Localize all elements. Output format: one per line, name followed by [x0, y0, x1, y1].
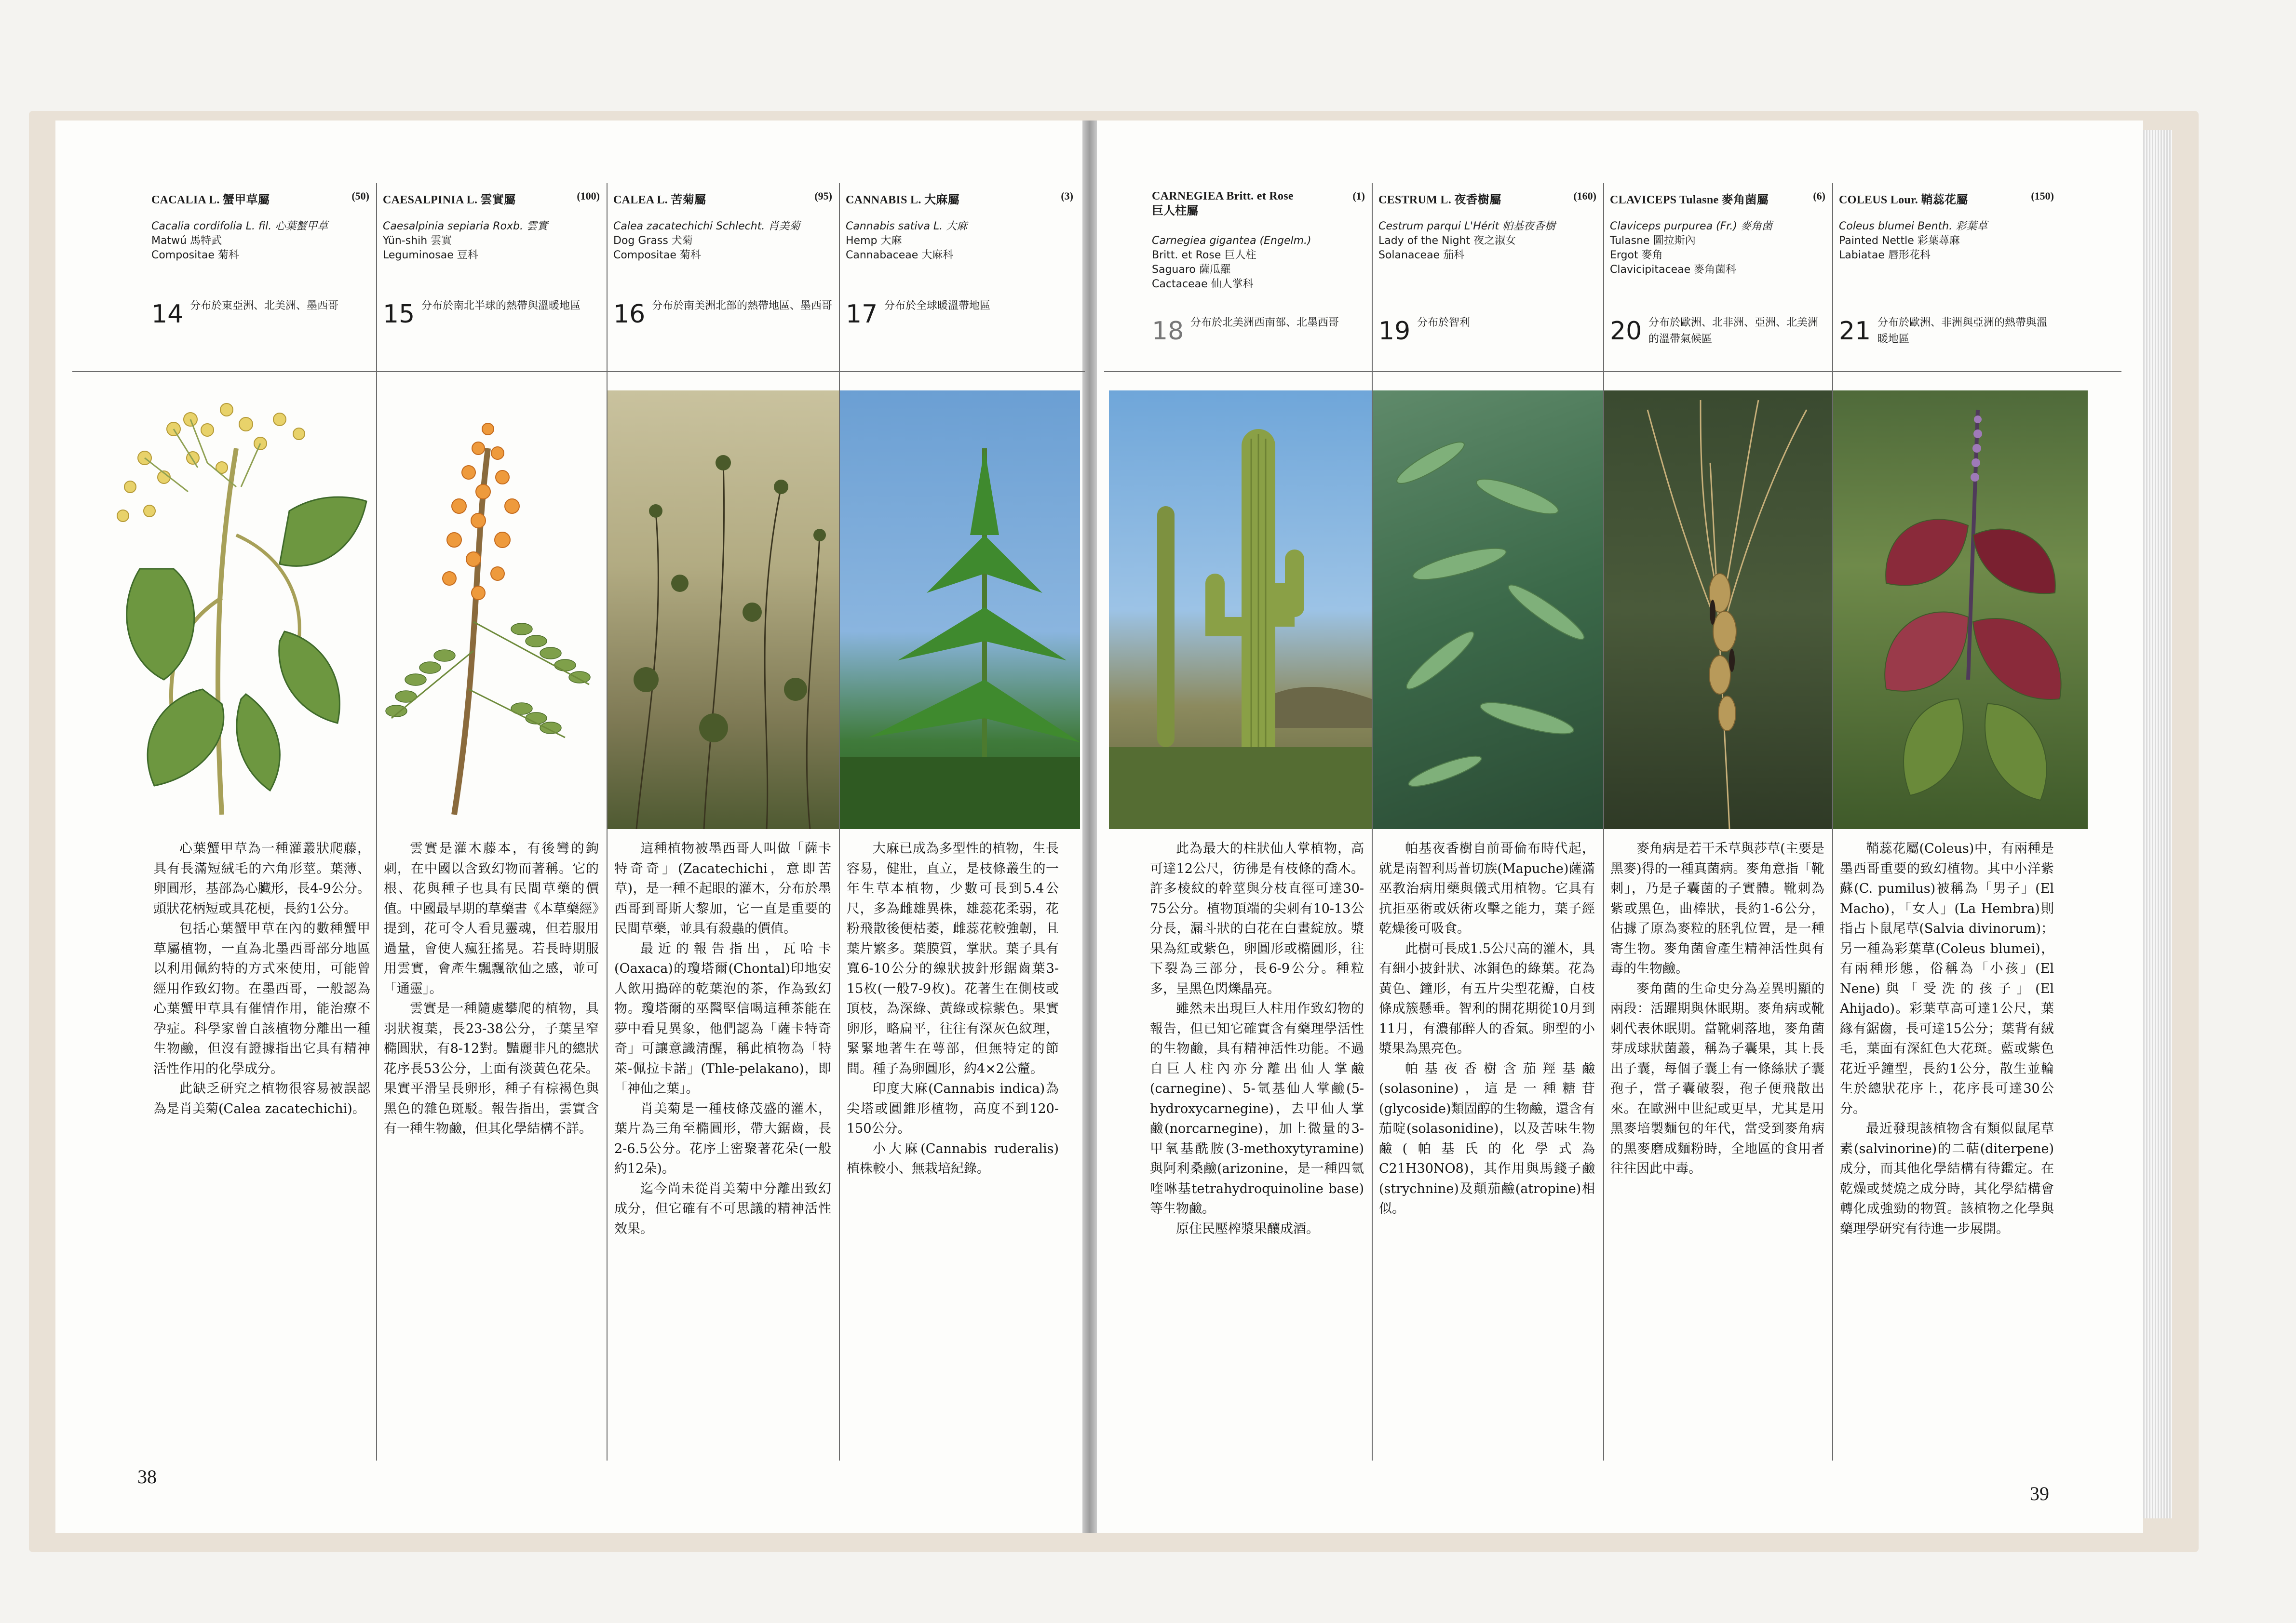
species-count: (6): [1813, 190, 1825, 202]
genus-title: CLAVICEPS Tulasne 麥角菌屬: [1610, 194, 1769, 206]
body-text-coleus: 鞘蕊花屬(Coleus)中，有兩種是墨西哥重要的致幻植物。其中小洋紫蘇(C. pumilus)被稱為「男子」(El Macho)，「女人」(La Hembra)則指占卜鼠尾草(Salvia divinorum)；另一種為彩葉草(Coleus blumei)，有兩種形態，俗稱為「小孩」(El Nene)與「受洗的孩子」(El Ahijado)。彩葉草高可達1公尺，葉緣有鋸齒，長可達15公分；葉背有絨毛，葉面有深紅色大花斑。藍或紫色花近乎鐘型，長約1公分，散生並輪生於總狀花序上，花序長可達30公分。 最近發現該植物含有類似鼠尾草素(salvinorine)的二萜(diterpene)成分，而其他化學結構有待鑑定。在乾燥或焚燒之成分時，其化學結構會轉化成強勁的物質。該植物之化學與藥理學研究有待進一步展開。: [1840, 841, 2054, 1236]
body-text-cannabis: 大麻已成為多型性的植物，生長容易，健壯，直立，是枝條叢生的一年生草本植物，少數可長到5.4公尺，多為雌雄異株，雄蕊花柔弱，花粉飛散後便枯萎，雌蕊花較強韌，且葉片繁多。葉膜質，掌狀。葉子具有寬6-10公分的線狀披針形鋸齒葉3-15枚(一般7-9枚)。花著生在側枝或頂枝，為深綠、黃綠或棕紫色。果實卵形，略扁平，往往有深灰色紋理，緊緊地著生在萼部，但無特定的節間。種子為卵圓形，約4×2公釐。 印度大麻(Cannabis indica)為尖塔或圓錐形植物，高度不到120-150公分。 小大麻(Cannabis ruderalis)植株較小、無栽培紀錄。: [847, 841, 1059, 1176]
entry-number: 18: [1152, 317, 1184, 346]
distribution: [1610, 301, 1825, 359]
common-name: Dog Grass 犬菊: [613, 235, 693, 247]
species-count: (150): [2031, 190, 2054, 202]
common-name: Yün-shih 雲實: [383, 235, 452, 247]
genus-title: COLEUS Lour. 鞘蕊花屬: [1839, 194, 1968, 206]
distribution: [1152, 301, 1365, 359]
genus-title: CALEA L. 苦菊屬: [613, 194, 706, 206]
distribution: [613, 284, 832, 342]
distribution-text: 分布於南北半球的熱帶與溫暖地區: [421, 300, 581, 312]
species-name: Claviceps purpurea (Fr.) 麥角菌: [1610, 220, 1772, 232]
body-text-claviceps: 麥角病是若干禾草與莎草(主要是黑麥)得的一種真菌病。麥角意指「靴刺」，乃是子囊菌的子實體。靴刺為紫或黑色，曲棒狀，長約1-6公分，佔據了原為麥粒的胚乳位置，是一種寄生物。麥角菌會產生精神活性與有毒的生物鹼。 麥角菌的生命史分為差異明顯的兩段：活躍期與休眠期。麥角病或靴刺代表休眠期。當靴刺落地，麥角菌芽成球狀菌叢，稱為子囊果，其上長出子囊，每個子囊上有一條絲狀子囊孢子，當子囊破裂，孢子便飛散出來。在歐洲中世紀或更早，尤其是用黑麥培製麵包的年代，當受到麥角病的黑麥磨成麵粉時，全地區的食用者往往因此中毒。: [1610, 841, 1824, 1176]
entry-number: 15: [383, 300, 415, 329]
common-name: Ergot 麥角: [1610, 249, 1663, 261]
cestrum-photo: [1373, 390, 1603, 829]
entry-number: 16: [613, 300, 646, 329]
entry-number: 17: [846, 300, 878, 329]
species-count: (50): [351, 190, 369, 202]
cannabis-photo: [840, 390, 1080, 829]
species-name: Calea zacatechichi Schlecht. 肖美菊: [613, 220, 800, 232]
distribution: [846, 284, 1073, 342]
distribution-text: 分布於歐洲、非洲與亞洲的熱帶與溫暖地區: [1877, 317, 2048, 345]
body-text-calea: 這種植物被墨西哥人叫做「薩卡特奇奇」(Zacatechichi，意即苦草)，是一種不起眼的灌木，分布於墨西哥到哥斯大黎加，它一直是重要的民間草藥，並具有殺蟲的價值。 最近的報告指出，瓦哈卡(Oaxaca)的瓊塔爾(Chontal)印地安人飲用搗碎的乾葉泡的茶，作為致幻物。瓊塔爾的巫醫堅信喝這種茶能在夢中看見異象，他們認為「薩卡特奇奇」可讓意識清醒，稱此植物為「特萊-佩拉卡諾」(Thle-pelakano)，即「神仙之葉」。 肖美菊是一種枝條茂盛的灌木，葉片為三角至橢圓形，帶大鋸齒，長2-6.5公分。花序上密聚著花朵(一般約12朵)。 迄今尚未從肖美菊中分離出致幻成分，但它確有不可思議的精神活性效果。: [614, 841, 831, 1236]
species-name: Caesalpinia sepiaria Roxb. 雲實: [383, 220, 548, 232]
family-name: Labiatae 唇形花科: [1839, 249, 1931, 261]
family-name: Clavicipitaceae 麥角菌科: [1610, 264, 1737, 276]
distribution: [383, 284, 600, 342]
species-name: Coleus blumei Benth. 彩葉草: [1839, 220, 1988, 232]
entry-number: 19: [1378, 317, 1411, 346]
ergot-photo: [1604, 390, 1832, 829]
species-name: Cannabis sativa L. 大麻: [846, 220, 968, 232]
species-authority: Tulasne 圖拉斯內: [1610, 235, 1696, 247]
species-count: (1): [1352, 190, 1365, 202]
distribution-text: 分布於全球暖溫帶地區: [884, 300, 991, 312]
species-authority: Britt. et Rose 巨人柱: [1152, 249, 1256, 261]
distribution-text: 分布於智利: [1417, 317, 1471, 329]
family-name: Solanaceae 茄科: [1378, 249, 1465, 261]
distribution-text: 分布於歐洲、北非洲、亞洲、北美洲的溫帶氣候區: [1648, 317, 1819, 345]
species-name: Carnegiea gigantea (Engelm.): [1152, 235, 1311, 247]
genus-title: CANNABIS L. 大麻屬: [846, 194, 959, 206]
distribution: [1378, 301, 1596, 359]
book-spine: [1082, 121, 1097, 1533]
page-number-right: 39: [2030, 1483, 2049, 1504]
distribution: [1839, 301, 2054, 359]
species-count: (160): [1573, 190, 1596, 202]
species-count: (95): [814, 190, 832, 202]
body-text-carnegiea: 此為最大的柱狀仙人掌植物，高可達12公尺，彷彿是有枝條的喬木。許多棱紋的幹莖與分枝直徑可達30-75公分。植物頂端的尖刺有10-13公分長，漏斗狀的白花在白畫綻放。漿果為紅或紫色，卵圓形或橢圓形，往下裂為三部分，長6-9公分。種粒多，呈黑色閃爍晶亮。 雖然未出現巨人柱用作致幻物的報告，但已知它確實含有藥理學活性的生物鹼，具有精神活性功能。不過自巨人柱內亦分離出仙人掌鹼(carnegine)、5-氫基仙人掌鹼(5-hydroxycarnegine)，去甲仙人掌鹼(norcarnegine)，加上微量的3-甲氧基酰胺(3-methoxytyramine)與阿利桑鹼(arizonine，是一種四氫喹啉基tetrahydroquinoline base)等生物鹼。 原住民壓榨漿果釀成酒。: [1150, 841, 1364, 1236]
body-text-cestrum: 帕基夜香樹自前哥倫布時代起，就是南智利馬普切族(Mapuche)薩滿巫教治病用藥與儀式用植物。它具有抗拒巫術或妖術攻擊之能力，葉子經乾燥後可吸食。 此樹可長成1.5公尺高的灌木，具有細小披針狀、冰銅色的綠葉。花為黃色、鐘形，有五片尖型花瓣，自枝條成簇懸垂。智利的開花期從10月到11月，有濃郁醉人的香氣。卵型的小漿果為黑亮色。 帕基夜香樹含茄羥基鹼(solasonine)，這是一種糖苷(glycoside)類固醇的生物鹼，還含有茄啶(solasonidine)，以及苦味生物鹼(帕基氏的化學式為C21H30NO8)，其作用與馬錢子鹼(strychnine)及顛茄鹼(atropine)相似。: [1379, 841, 1595, 1216]
coleus-photo: [1833, 390, 2088, 829]
species-name: Cacalia cordifolia L. fil. 心葉蟹甲草: [151, 220, 328, 232]
genus-title: CESTRUM L. 夜香樹屬: [1378, 194, 1501, 206]
common-name: Matwú 馬特武: [151, 235, 222, 247]
distribution-text: 分布於南美洲北部的熱帶地區、墨西哥: [652, 300, 833, 312]
distribution-text: 分布於東亞洲、北美洲、墨西哥: [190, 300, 339, 312]
genus-title: CAESALPINIA L. 雲實屬: [383, 194, 516, 206]
body-text-caesalpinia: 雲實是灌木藤本，有後彎的鉤刺，在中國以含致幻物而著稱。它的根、花與種子也具有民間草藥的價值。中國最早期的草藥書《本草藥經》提到，花可令人看見靈魂，但若服用過量，會使人瘋狂搖晃。若長時期服用雲實，會產生飄飄欲仙之感，並可「通靈」。 雲實是一種隨處攀爬的植物，具羽狀複葉，長23-38公分，子葉呈窄橢圓狀，有8-12對。豔麗非凡的總狀花序長53公分，上面有淡黃色花朵。果實平滑呈長卵形，種子有棕褐色與黑色的雜色斑駁。報告指出，雲實含有一種生物鹼，但其化學結構不詳。: [384, 841, 599, 1136]
species-name: Cestrum parqui L'Hérit 帕基夜香樹: [1378, 220, 1556, 232]
common-name: Lady of the Night 夜之淑女: [1378, 235, 1516, 247]
species-count: (3): [1061, 190, 1073, 202]
genus-title: CACALIA L. 蟹甲草屬: [151, 194, 270, 206]
distribution-text: 分布於北美洲西南部、北墨西哥: [1190, 317, 1339, 329]
family-name: Leguminosae 豆科: [383, 249, 478, 261]
family-name: Cactaceae 仙人掌科: [1152, 278, 1254, 290]
common-name: Hemp 大麻: [846, 235, 902, 247]
family-name: Cannabaceae 大麻科: [846, 249, 954, 261]
entry-number: 20: [1610, 317, 1642, 346]
entry-number: 14: [151, 300, 184, 329]
page-number-left: 38: [137, 1466, 157, 1488]
common-name: Painted Nettle 彩葉蕁麻: [1839, 235, 1960, 247]
calea-photo: [608, 390, 839, 829]
cacalia-illustration: [77, 390, 376, 829]
body-text-cacalia: 心葉蟹甲草為一種灌叢狀爬藤，具有長滿短絨毛的六角形莖。葉薄、卵圓形，基部為心臟形，長4-9公分。頭狀花柄短或具花梗，長約1公分。 包括心葉蟹甲草在內的數種蟹甲草屬植物，一直為北墨西哥部分地區以利用佩約特的方式來使用，可能曾經用作致幻物。在墨西哥，一般認為心葉蟹甲草具有催情作用，能治療不孕症。科學家曾自該植物分離出一種生物鹼，但沒有證據指出它具有精神活性作用的化學成分。 此缺乏研究之植物很容易被誤認為是肖美菊(Calea zacatechichi)。: [153, 841, 370, 1116]
page-edges: [2143, 130, 2172, 1518]
saguaro-photo: [1109, 390, 1372, 829]
genus-title-chinese: 巨人柱屬: [1152, 205, 1198, 217]
family-name: Compositae 菊科: [151, 249, 239, 261]
caesalpinia-illustration: [377, 390, 607, 829]
entry-number: 21: [1839, 317, 1871, 346]
genus-title: CARNEGIEA Britt. et Rose: [1152, 190, 1294, 202]
species-count: (100): [577, 190, 600, 202]
common-name: Saguaro 薩瓜羅: [1152, 264, 1231, 276]
family-name: Compositae 菊科: [613, 249, 701, 261]
distribution: [151, 284, 369, 342]
